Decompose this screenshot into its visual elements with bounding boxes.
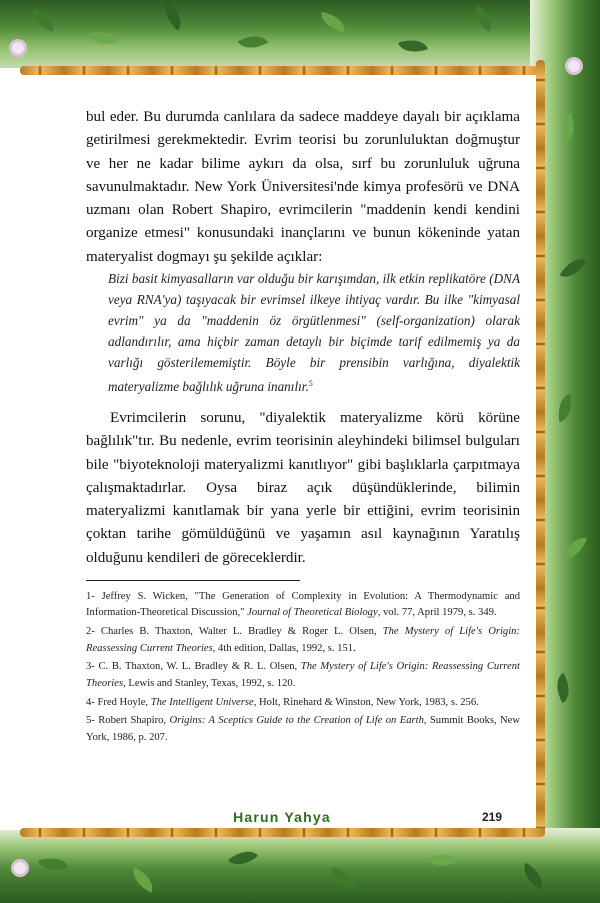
footnote-2: 2- Charles B. Thaxton, Walter L. Bradley & Roger L. Olsen, The Mystery of Life's Origin: Reassessing Current Theories, 4th edition, Dallas, 1992, s. 151.: [86, 626, 520, 654]
footnote-1: 1- Jeffrey S. Wicken, "The Generation of Complexity in Evolution: A Thermodynamic and Information-Theoretical Discussion," Journal of Theoretical Biology, vol. 77, April 1979, s. 349.: [86, 591, 520, 619]
footnote-5: 5- Robert Shapiro, Origins: A Sceptics Guide to the Creation of Life on Earth, Summit Books, New York, 1986, p. 207.: [86, 715, 520, 743]
flower-icon: [568, 60, 580, 72]
paragraph-text: Evrimcilerin sorunu, "diyalektik materyalizme körü körüne bağlılık"tır. Bu nedenle, evrim teorisinin aleyhindeki bilimsel bulguları bile "biyoteknoloji materyalizmi kanıtlıyor" gibi başlıklarla çarpıtmaya çalışmaktadırlar. Oysa biraz açık düşündüklerinde, bilimin materyalizmi kanıtlamak bir yana yerle bir ettiğini, evrim teorisinin çoktan tarihe gömüldüğünü ve yaşamın asıl kaynağının Yaratılış olduğunu kendileri de göreceklerdir.: [86, 410, 520, 566]
paragraph-text: bul eder. Bu durumda canlılara da sadece maddeye dayalı bir açıklama getirilmesi gerekmektedir. Evrim teorisi bu zorunluluktan doğmuştur ve her ne kadar bilime aykırı da olsa, sırf bu zorunluluk uğruna savunulmaktadır. New York Üniversitesi'nde kimya profesörü ve DNA uzmanı olan Robert Shapiro, evrimcilerin "maddenin kendi kendini organize etmesi" konusundaki inançlarını ve bunun kökeninde yatan materyalist dogmayı şu şekilde açıklar:: [86, 109, 520, 265]
right-bamboo-rail: [536, 60, 545, 835]
flower-icon: [12, 42, 24, 54]
body-paragraph-1: [86, 106, 520, 269]
page-number: 219: [481, 810, 502, 824]
footnote-divider: [86, 580, 300, 581]
quote-text: Bizi basit kimyasalların var olduğu bir karışımdan, ilk etkin replikatöre (DNA veya RNA'ya) taşıyacak bir evrimsel ilkeye ihtiyaç vardır. Bu ilke "kimyasal evrim" ya da "maddenin öz örgütlenmesi" (self-organization) olarak adlandırılır, ama hiçbir zaman detaylı bir biçimde tarif edilmemiş ya da varlığı gösterilememiştir. Böyle bir prensibin varlığına, diyalektik materyalizme bağlılık uğruna inanılır.: [108, 271, 520, 395]
quote-footnote-ref: 5: [308, 379, 313, 389]
block-quote: [108, 268, 520, 398]
top-bamboo-rail: [20, 66, 540, 75]
footnote-4: 4- Fred Hoyle, The Intelligent Universe, Holt, Rinehard & Winston, New York, 1983, s. 256.: [86, 696, 479, 708]
footnotes: [86, 589, 520, 749]
footer-author: Harun Yahya: [233, 809, 331, 825]
flower-icon: [14, 862, 26, 874]
body-paragraph-2: [86, 407, 520, 570]
footnote-3: 3- C. B. Thaxton, W. L. Bradley & R. L. Olsen, The Mystery of Life's Origin: Reassessing Current Theories, Lewis and Stanley, Texas, 1992, s. 120.: [86, 661, 520, 689]
bottom-vine-border: [0, 828, 600, 903]
bottom-bamboo-rail: [20, 828, 545, 837]
